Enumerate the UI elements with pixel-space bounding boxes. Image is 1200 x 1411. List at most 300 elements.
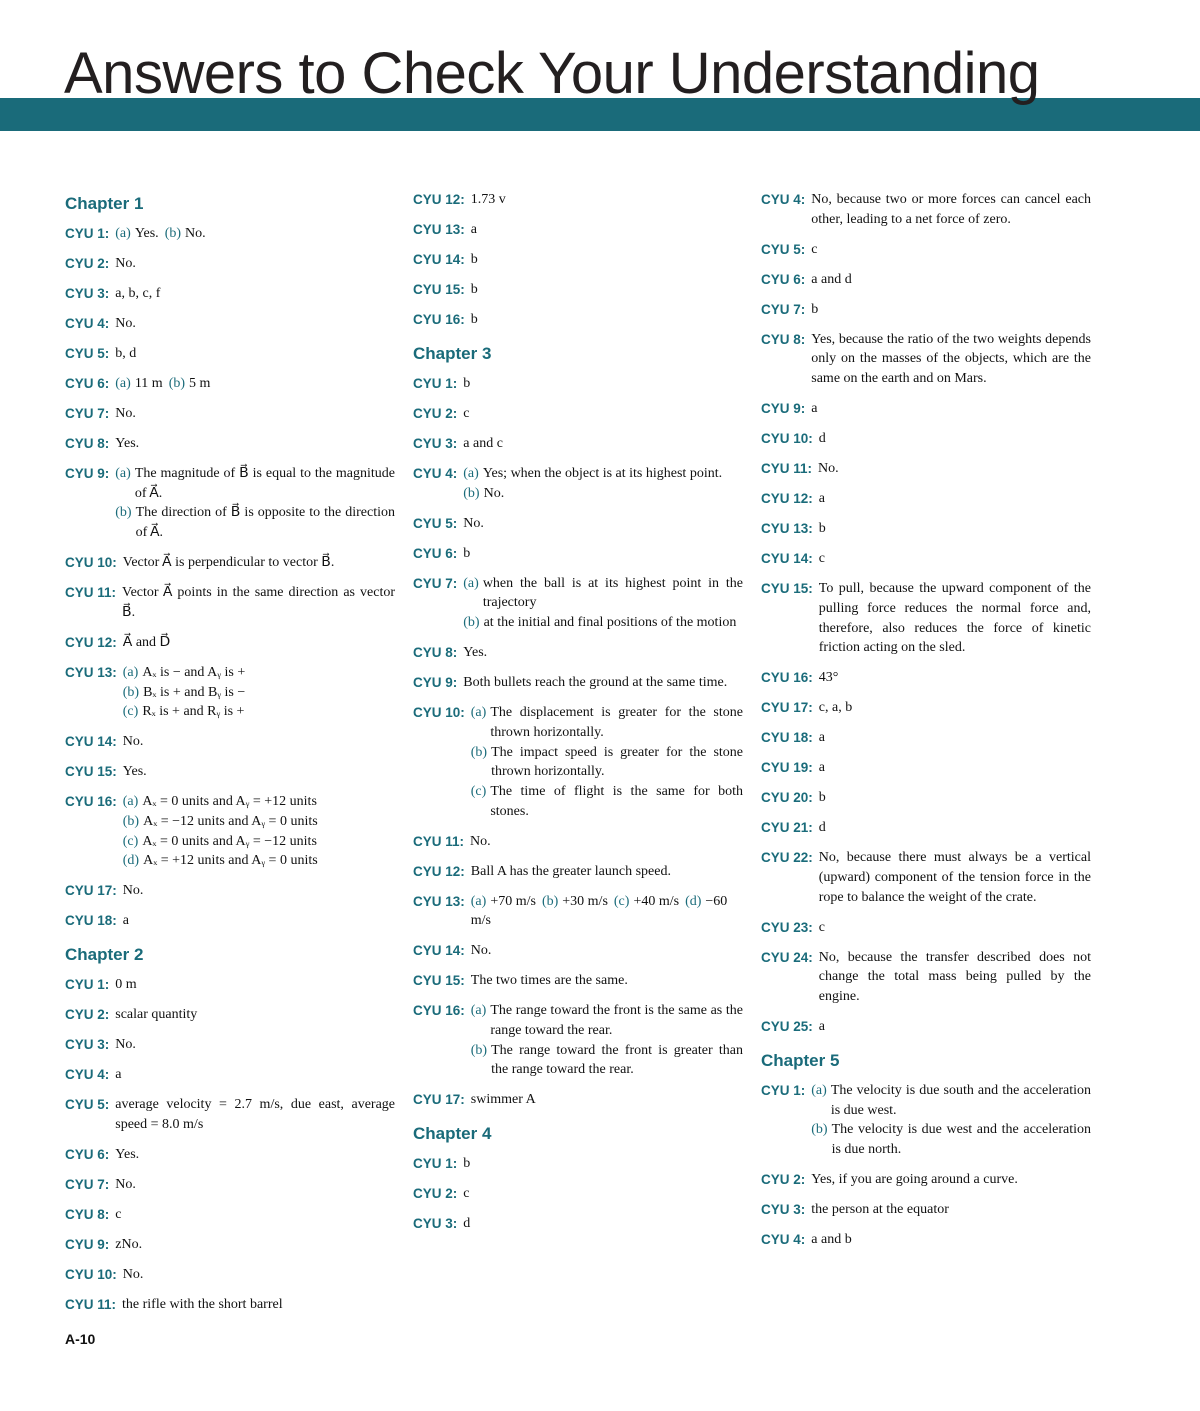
answer-body	[819, 668, 1091, 688]
part-text: +30 m/s	[562, 893, 608, 909]
answer-entry	[761, 459, 1091, 479]
page-title: Answers to Check Your Understanding	[64, 41, 1040, 106]
answer-label: CYU 2:	[761, 1172, 806, 1188]
answer-body	[819, 429, 1091, 449]
part-tag: (a)	[115, 226, 131, 241]
answer-body	[463, 673, 743, 693]
answer-body	[115, 434, 395, 454]
answer-text: b	[470, 312, 478, 327]
answer-text: No.	[115, 1037, 136, 1053]
answer-label: CYU 5:	[65, 346, 110, 361]
answer-text: No.	[122, 734, 144, 750]
part-text: No.	[483, 485, 505, 501]
answer-text: a and d	[811, 271, 852, 287]
answer-part	[463, 484, 743, 504]
answer-text: No.	[115, 256, 136, 271]
answer-label: CYU 8:	[761, 331, 806, 347]
answer-text: Yes.	[115, 436, 140, 451]
answer-label: CYU 6:	[413, 545, 458, 561]
answer-body	[471, 220, 743, 240]
answer-text: b	[470, 282, 478, 297]
answer-entry	[65, 434, 395, 454]
answer-entry	[761, 698, 1091, 718]
part-tag: (b)	[811, 1122, 828, 1138]
answer-text: average velocity = 2.7 m/s, due east, average speed = 8.0 m/s	[115, 1097, 395, 1133]
answer-text: d	[463, 1216, 471, 1232]
answer-body	[818, 459, 1091, 479]
answer-entry	[761, 1230, 1091, 1250]
answer-entry	[413, 280, 743, 300]
chapter-heading: Chapter 3	[413, 344, 492, 363]
answer-label: CYU 21:	[761, 820, 813, 836]
answer-text: No, because there must always be a vertical (upward) component of the tension force in the rope to balance the weight of the crate.	[818, 850, 1091, 905]
answer-label: CYU 1:	[413, 1156, 458, 1172]
answer-text: a	[811, 401, 818, 417]
answer-body	[463, 434, 743, 454]
answer-body	[115, 284, 395, 304]
answer-text: c	[818, 551, 825, 567]
answer-entry	[761, 399, 1091, 419]
answer-text: No.	[122, 1267, 144, 1283]
answer-label: CYU 23:	[761, 919, 813, 935]
answer-label: CYU 1:	[65, 977, 110, 993]
answer-body	[471, 250, 743, 270]
answer-label: CYU 15:	[65, 764, 117, 780]
answer-label: CYU 12:	[413, 863, 465, 879]
answer-label: CYU 8:	[413, 645, 458, 661]
answer-body	[471, 862, 743, 882]
answer-body	[471, 941, 743, 961]
answer-label: CYU 17:	[761, 700, 813, 716]
answer-body	[115, 224, 395, 244]
answer-part	[115, 464, 395, 503]
answer-label: CYU 20:	[761, 790, 813, 806]
answer-entry	[413, 310, 743, 330]
answer-body	[115, 1205, 395, 1225]
answer-text: Vector A⃗ is perpendicular to vector B⃗.	[122, 555, 335, 571]
answer-label: CYU 4:	[65, 316, 110, 331]
answer-body	[463, 374, 743, 394]
answer-text: b, d	[115, 346, 137, 361]
answer-body	[115, 404, 395, 424]
answer-column-1	[65, 190, 395, 1325]
answer-entry	[413, 703, 743, 821]
part-tag: (a)	[122, 794, 139, 810]
answer-entry	[65, 911, 395, 931]
answer-body	[819, 818, 1091, 838]
answer-text: Yes.	[122, 764, 147, 780]
answer-text: Ball A has the greater launch speed.	[470, 863, 671, 879]
answer-body	[123, 553, 395, 573]
part-tag: (a)	[122, 664, 139, 680]
answer-label: CYU 5:	[413, 515, 458, 531]
answer-entry	[65, 224, 395, 244]
answer-label: CYU 4:	[761, 192, 806, 207]
answer-entry	[413, 892, 743, 931]
answer-body	[819, 1017, 1091, 1037]
answer-label: CYU 13:	[761, 521, 813, 537]
answer-label: CYU 15:	[761, 581, 813, 597]
answer-entry	[761, 549, 1091, 569]
answer-label: CYU 13:	[413, 222, 465, 237]
answer-label: CYU 12:	[413, 192, 465, 207]
answer-body	[819, 698, 1091, 718]
answer-text: a and c	[463, 436, 503, 451]
answer-label: CYU 15:	[413, 973, 465, 989]
answer-body	[115, 1175, 395, 1195]
answer-text: The two times are the same.	[470, 973, 628, 989]
answer-text: Both bullets reach the ground at the same time.	[463, 675, 728, 691]
answer-body	[471, 971, 743, 991]
part-tag: (c)	[122, 833, 139, 849]
answer-text: No.	[115, 1177, 136, 1193]
answer-entry	[65, 374, 395, 394]
answer-label: CYU 11:	[761, 461, 813, 477]
answer-text: b	[463, 1156, 471, 1172]
part-tag: (a)	[470, 893, 487, 909]
part-tag: (c)	[122, 704, 139, 720]
answer-label: CYU 5:	[761, 241, 806, 257]
part-tag: (a)	[811, 1083, 827, 1099]
answer-text: c	[463, 1186, 470, 1202]
answer-label: CYU 9:	[761, 401, 806, 417]
answer-body	[471, 190, 743, 210]
answer-label: CYU 18:	[761, 730, 813, 746]
answer-label: CYU 11:	[413, 833, 465, 849]
part-tag: (a)	[463, 466, 479, 481]
answer-body	[115, 975, 395, 995]
answer-body	[811, 300, 1091, 320]
answer-body	[115, 1095, 395, 1134]
answer-part	[123, 663, 395, 683]
answer-body	[471, 703, 743, 821]
part-tag: (a)	[470, 705, 487, 721]
answer-part	[463, 613, 743, 633]
answer-text: b	[818, 790, 826, 806]
answer-text: c	[818, 919, 825, 935]
answer-entry	[65, 1145, 395, 1165]
answer-label: CYU 16:	[761, 670, 813, 686]
answer-text: a	[818, 491, 825, 507]
answer-label: CYU 2:	[65, 1007, 110, 1023]
answer-label: CYU 12:	[761, 491, 813, 507]
answer-text: No, because two or more forces can cancel each other, leading to a net force of zero.	[811, 192, 1091, 227]
answer-entry	[413, 544, 743, 564]
answer-part	[811, 1081, 1091, 1120]
answer-body	[123, 732, 395, 752]
part-text: The velocity is due west and the acceleration is due north.	[831, 1122, 1091, 1158]
answer-label: CYU 2:	[413, 406, 458, 421]
part-tag: (b)	[541, 893, 559, 909]
answer-text: No.	[115, 406, 136, 421]
answer-entry	[761, 1200, 1091, 1220]
answer-label: CYU 16:	[413, 312, 465, 327]
answer-body	[115, 1005, 395, 1025]
answer-label: CYU 10:	[413, 705, 465, 721]
answer-text: No.	[470, 943, 492, 959]
answer-text: No.	[122, 883, 144, 899]
part-text: Rₓ is + and Rᵧ is +	[142, 704, 245, 720]
answer-body	[463, 643, 743, 663]
answer-body	[811, 1230, 1091, 1250]
answer-entry	[761, 240, 1091, 260]
part-text: +70 m/s	[490, 893, 536, 909]
answer-label: CYU 7:	[65, 406, 110, 421]
answer-entry	[761, 190, 1091, 229]
answer-label: CYU 13:	[65, 664, 117, 680]
answer-entry	[65, 404, 395, 424]
answer-entry	[413, 643, 743, 663]
answer-body	[819, 549, 1091, 569]
answer-body	[811, 270, 1091, 290]
answer-body	[463, 1214, 743, 1234]
answer-text: a and b	[811, 1232, 852, 1248]
answer-part	[471, 782, 743, 821]
answer-body	[819, 579, 1091, 658]
answer-entry	[413, 971, 743, 991]
answer-text: a	[470, 222, 477, 237]
answer-text: d	[818, 820, 826, 836]
answer-label: CYU 24:	[761, 949, 813, 965]
answer-body	[463, 404, 743, 424]
part-text: Aₓ = 0 units and Aᵧ = +12 units	[142, 794, 317, 810]
answer-entry	[65, 762, 395, 782]
answer-entry	[761, 519, 1091, 539]
answer-body	[123, 663, 395, 722]
answer-entry	[761, 1170, 1091, 1190]
answer-text: b	[470, 252, 478, 267]
answer-text: c, a, b	[818, 700, 853, 716]
answer-label: CYU 19:	[761, 760, 813, 776]
part-tag: (d)	[685, 893, 702, 909]
answer-text: the person at the equator	[811, 1202, 949, 1218]
answer-label: CYU 18:	[65, 913, 117, 929]
answer-part	[471, 1001, 743, 1040]
answer-label: CYU 4:	[65, 1067, 110, 1083]
answer-label: CYU 12:	[65, 634, 117, 650]
answer-text: Yes, if you are going around a curve.	[811, 1172, 1018, 1188]
answer-text: zNo.	[115, 1237, 143, 1253]
answer-part	[471, 743, 743, 782]
answer-body	[115, 344, 395, 364]
answer-entry	[65, 464, 395, 543]
answer-part	[123, 832, 395, 852]
answer-entry	[413, 404, 743, 424]
part-text: Bₓ is + and Bᵧ is −	[143, 684, 246, 700]
answer-label: CYU 6:	[65, 376, 110, 391]
part-tag: (d)	[122, 853, 140, 869]
chapter-heading: Chapter 5	[761, 1051, 840, 1071]
answer-entry	[65, 1035, 395, 1055]
answer-column-3	[761, 190, 1091, 1260]
answer-text: the rifle with the short barrel	[122, 1297, 283, 1313]
answer-body	[819, 758, 1091, 778]
answer-label: CYU 5:	[65, 1097, 110, 1113]
answer-label: CYU 17:	[413, 1092, 465, 1108]
answer-entry	[413, 1154, 743, 1174]
answer-entry	[761, 818, 1091, 838]
answer-entry	[761, 668, 1091, 688]
answer-text: No.	[115, 316, 136, 331]
part-tag: (c)	[470, 783, 487, 799]
answer-entry	[413, 1184, 743, 1204]
answer-entry	[413, 514, 743, 534]
answer-entry	[65, 583, 395, 622]
part-text: The velocity is due south and the acceleration is due west.	[830, 1083, 1091, 1118]
chapter-heading: Chapter 1	[65, 194, 144, 213]
part-text: The range toward the front is the same as the range toward the rear.	[490, 1003, 743, 1039]
answer-body	[811, 1200, 1091, 1220]
part-tag: (b)	[168, 376, 186, 391]
answer-label: CYU 3:	[761, 1202, 806, 1218]
part-text: Yes; when the object is at its highest point.	[482, 466, 723, 481]
chapter-heading: Chapter 4	[413, 1124, 492, 1144]
answer-body	[123, 911, 395, 931]
part-text: when the ball is at its highest point in the trajectory	[482, 575, 743, 611]
answer-body	[819, 848, 1091, 907]
answer-label: CYU 10:	[761, 431, 813, 447]
answer-entry	[761, 429, 1091, 449]
answer-entry	[413, 220, 743, 240]
answer-entry	[65, 732, 395, 752]
answer-entry	[761, 330, 1091, 389]
answer-label: CYU 16:	[413, 1003, 465, 1019]
answer-body	[463, 574, 743, 633]
answer-text: A⃗ and D⃗	[122, 634, 171, 650]
answer-label: CYU 6:	[761, 271, 806, 287]
answer-body	[115, 1145, 395, 1165]
answer-entry	[413, 464, 743, 503]
answer-label: CYU 14:	[65, 734, 117, 750]
answer-text: d	[818, 431, 826, 447]
answer-label: CYU 11:	[65, 1297, 117, 1313]
answer-text: b	[463, 376, 471, 391]
answer-entry	[413, 574, 743, 633]
answer-text: 0 m	[115, 977, 137, 993]
answer-part	[123, 792, 395, 812]
answer-label: CYU 9:	[65, 466, 110, 481]
answer-body	[471, 892, 743, 931]
answer-text: scalar quantity	[115, 1007, 198, 1023]
part-tag: (a)	[115, 376, 131, 391]
answer-label: CYU 3:	[65, 1037, 110, 1053]
answer-entry	[413, 862, 743, 882]
answer-text: 1.73 v	[470, 192, 506, 207]
part-text: 11 m	[134, 376, 163, 391]
answer-body	[115, 314, 395, 334]
answer-entry	[761, 300, 1091, 320]
answer-label: CYU 2:	[65, 256, 110, 271]
part-text: The time of flight is the same for both stones.	[490, 783, 743, 819]
answer-body	[811, 399, 1091, 419]
chapter-heading: Chapter 2	[65, 945, 144, 965]
answer-body	[123, 792, 395, 871]
answer-text: a	[115, 1067, 122, 1083]
answer-text: c	[463, 406, 470, 421]
answer-body	[819, 788, 1091, 808]
answer-body	[819, 519, 1091, 539]
answer-body	[463, 1184, 743, 1204]
answer-entry	[65, 663, 395, 722]
part-text: Yes.	[134, 226, 159, 241]
answer-entry	[65, 553, 395, 573]
answer-body	[463, 544, 743, 564]
answer-entry	[761, 728, 1091, 748]
answer-entry	[65, 344, 395, 364]
answer-label: CYU 22:	[761, 850, 813, 866]
answer-body	[123, 762, 395, 782]
answer-entry	[65, 254, 395, 274]
answer-label: CYU 6:	[65, 1147, 110, 1163]
answer-label: CYU 1:	[65, 226, 110, 241]
part-tag: (a)	[463, 575, 479, 591]
answer-body	[811, 190, 1091, 229]
answer-text: Yes.	[463, 645, 488, 661]
answer-body	[115, 1235, 395, 1255]
answer-label: CYU 8:	[65, 1207, 110, 1223]
part-tag: (b)	[164, 226, 182, 241]
answer-body	[470, 832, 743, 852]
answer-entry	[65, 314, 395, 334]
answer-column-2	[413, 190, 743, 1244]
part-tag: (b)	[470, 1042, 488, 1058]
answer-label: CYU 4:	[413, 466, 458, 481]
answer-entry	[761, 579, 1091, 658]
answer-entry	[761, 918, 1091, 938]
part-text: No.	[185, 226, 206, 241]
part-tag: (a)	[470, 1003, 487, 1019]
part-text: The displacement is greater for the stone thrown horizontally.	[490, 705, 743, 740]
answer-label: CYU 7:	[761, 301, 806, 317]
answer-entry	[65, 1005, 395, 1025]
answer-text: Yes.	[115, 1147, 140, 1163]
answer-label: CYU 11:	[65, 585, 117, 601]
answer-label: CYU 3:	[65, 286, 110, 301]
answer-entry	[65, 1175, 395, 1195]
answer-entry	[413, 941, 743, 961]
answer-label: CYU 1:	[413, 376, 458, 391]
page-number: A-10	[65, 1331, 96, 1347]
answer-label: CYU 9:	[65, 1237, 110, 1253]
answer-label: CYU 8:	[65, 436, 110, 451]
answer-label: CYU 10:	[65, 555, 117, 571]
answer-part	[123, 702, 395, 722]
answer-text: Yes, because the ratio of the two weights depends only on the masses of the objects, which are the same on the earth and on Mars.	[811, 331, 1091, 387]
part-text: at the initial and final positions of the motion	[483, 615, 737, 631]
answer-entry	[65, 881, 395, 901]
part-tag: (b)	[122, 813, 140, 829]
answer-part	[123, 812, 395, 832]
answer-text: a, b, c, f	[115, 286, 161, 301]
answer-entry	[413, 434, 743, 454]
answer-part	[463, 574, 743, 613]
answer-entry	[65, 792, 395, 871]
answer-text: No.	[463, 515, 484, 531]
answer-entry	[761, 948, 1091, 1007]
answer-text: swimmer A	[470, 1092, 536, 1108]
answer-text: No, because the transfer described does not change the total mass being pulled by the engine.	[818, 949, 1091, 1005]
answer-label: CYU 4:	[761, 1232, 806, 1248]
answer-body	[123, 633, 395, 653]
answer-entry	[761, 788, 1091, 808]
answer-label: CYU 16:	[65, 794, 117, 810]
answer-label: CYU 17:	[65, 883, 117, 899]
part-tag: (b)	[122, 684, 140, 700]
answer-body	[123, 881, 395, 901]
answer-body	[819, 489, 1091, 509]
answer-body	[122, 583, 395, 622]
answer-label: CYU 14:	[413, 943, 465, 959]
